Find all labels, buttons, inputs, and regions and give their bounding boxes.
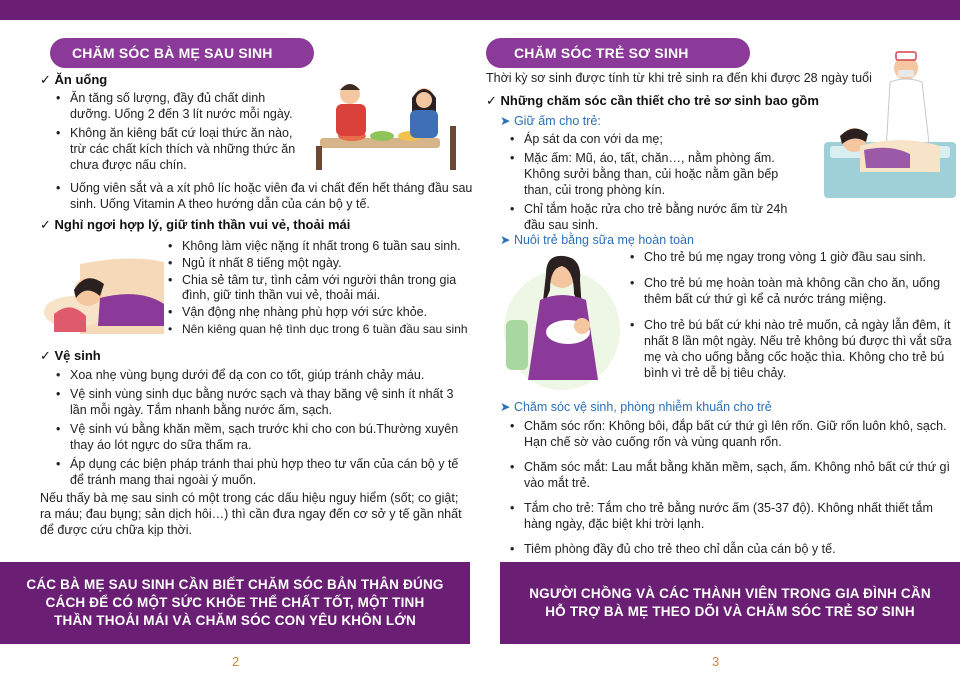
- list-item: • Nên kiêng quan hệ tình dục trong 6 tuần đầu sau sinh: [168, 322, 476, 337]
- breastfeeding-illustration: [502, 250, 622, 392]
- essential-title: ✓ Những chăm sóc cần thiết cho trẻ sơ sinh bao gồm: [486, 93, 819, 108]
- intro-text: Thời kỳ sơ sinh được tính từ khi trẻ sinh ra đến khi được 28 ngày tuổi: [486, 71, 872, 85]
- list-item: • Tiêm phòng đầy đủ cho trẻ theo chỉ dẫn của cán bộ y tế.: [510, 541, 956, 557]
- breastfeed-list: [630, 249, 956, 384]
- page-number-left: 2: [232, 654, 240, 669]
- right-banner-text: NGƯỜI CHỒNG VÀ CÁC THÀNH VIÊN TRONG GIA ĐÌNH CẦN HỖ TRỢ BÀ MẸ THEO DÕI VÀ CHĂM SÓC TRẺ SƠ SINH: [529, 586, 931, 619]
- left-header: CHĂM SÓC BÀ MẸ SAU SINH: [50, 38, 314, 68]
- list-item: • Không ăn kiêng bất cứ loại thức ăn nào, trừ các chất kích thích và những thức ăn chưa được nấu chín.: [56, 125, 308, 173]
- list-item: • Vệ sinh vùng sinh dục bằng nước sạch và thay băng vệ sinh ít nhất 3 lần mỗi ngày. Tắm nhanh bằng nước ấm, sạch.: [56, 386, 472, 418]
- list-item: • Chia sẻ tâm tư, tình cảm với người thân trong gia đình, giữ tinh thần vui vẻ, thoải mái.: [168, 273, 476, 303]
- right-page: [480, 20, 960, 679]
- list-item: • Ngủ ít nhất 8 tiếng một ngày.: [168, 256, 476, 271]
- left-banner: [0, 562, 470, 644]
- list-item: • Không làm việc nặng ít nhất trong 6 tuần sau sinh.: [168, 239, 476, 254]
- rest-title: ✓ Nghỉ ngơi hợp lý, giữ tinh thần vui vẻ, thoải mái: [40, 217, 351, 232]
- list-item: • Cho trẻ bú mẹ ngay trong vòng 1 giờ đầu sau sinh.: [630, 249, 956, 265]
- warning-text: Nếu thấy bà mẹ sau sinh có một trong các dấu hiệu nguy hiểm (sốt; co giật; ra máu; đau bụng; sản dịch hôi…) thì cần đưa ngay đến cơ sở y tế gần nhất để được cứu chữa kịp thời.: [40, 491, 462, 537]
- list-item: • Chỉ tắm hoặc rửa cho trẻ bằng nước ấm từ 24h đầu sau sinh.: [510, 201, 800, 233]
- list-item: • Áp sát da con với da mẹ;: [510, 131, 800, 147]
- top-bar: [0, 0, 960, 20]
- list-item: • Cho trẻ bú bất cứ khi nào trẻ muốn, cả ngày lẫn đêm, ít nhất 8 lần một ngày. Nếu trẻ không bú được thì vắt sữa mẹ và cho uống bằng cốc hoặc thìa. Không cho trẻ bú bình vì trẻ dễ bị tiêu chảy.: [630, 317, 956, 381]
- left-banner-text: CÁC BÀ MẸ SAU SINH CẦN BIẾT CHĂM SÓC BẢN THÂN ĐÚNG CÁCH ĐỂ CÓ MỘT SỨC KHỎE THỂ CHẤT TỐT, MỘT TINH THẦN THOẢI MÁI VÀ CHĂM SÓC CON YÊU KHÔN LỚN: [26, 577, 444, 628]
- warm-title: ➤ Giữ ấm cho trẻ:: [500, 114, 601, 128]
- list-item: • Ăn tăng số lượng, đầy đủ chất dinh dưỡng. Uống 2 đến 3 lít nước mỗi ngày.: [56, 90, 308, 122]
- nurse-baby-illustration: [820, 42, 956, 202]
- list-item: • Xoa nhẹ vùng bụng dưới để dạ con co tốt, giúp tránh chảy máu.: [56, 367, 472, 383]
- family-meal-illustration: [312, 76, 462, 172]
- hygiene-list: [56, 367, 472, 491]
- list-item: • Vệ sinh vú bằng khăn mềm, sạch trước khi cho con bú.Thường xuyên thay áo lót ngực do sữa thấm ra.: [56, 421, 472, 453]
- list-item: • Mặc ấm: Mũ, áo, tất, chăn…, nằm phòng ấm. Không sưởi bằng than, củi hoặc nằm gần bếp than, củi trong phòng kín.: [510, 150, 800, 198]
- eating-title: ✓ Ăn uống: [40, 72, 108, 87]
- list-item: • Uống viên sắt và a xít phô líc hoặc viên đa vi chất đến hết tháng đầu sau sinh. Uống Vitamin A theo hướng dẫn của cán bộ y tế.: [56, 180, 476, 212]
- list-item: • Cho trẻ bú mẹ hoàn toàn mà không cần cho ăn, uống thêm bất cứ thứ gì kể cả nước tráng miệng.: [630, 275, 956, 307]
- list-item: • Chăm sóc rốn: Không bôi, đắp bất cứ thứ gì lên rốn. Giữ rốn luôn khô, sạch. Hạn chế sờ vào cuống rốn và vùng quanh rốn.: [510, 418, 956, 450]
- list-item: • Áp dụng các biện pháp tránh thai phù hợp theo tư vấn của cán bộ y tế để tránh mang thai ngoài ý muốn.: [56, 456, 472, 488]
- page-number-right: 3: [712, 654, 720, 669]
- eating-list: [56, 90, 308, 176]
- list-item: • Chăm sóc mắt: Lau mắt bằng khăn mềm, sạch, ấm. Không nhỏ bất cứ thứ gì vào mắt trẻ.: [510, 459, 956, 491]
- warm-list: [510, 131, 800, 236]
- list-item: • Vận động nhẹ nhàng phù hợp với sức khỏe.: [168, 305, 476, 320]
- eating-list-cont: [56, 180, 476, 215]
- rest-list: [168, 239, 476, 339]
- hygiene-title: ✓ Vệ sinh: [40, 348, 101, 363]
- sleeping-mother-illustration: [40, 254, 166, 336]
- right-header: CHĂM SÓC TRẺ SƠ SINH: [486, 38, 750, 68]
- child-hygiene-title: ➤ Chăm sóc vệ sinh, phòng nhiễm khuẩn cho trẻ: [500, 400, 772, 414]
- right-banner: [500, 562, 960, 644]
- list-item: • Tắm cho trẻ: Tắm cho trẻ bằng nước ấm (35-37 độ). Không nhất thiết tắm hàng ngày, đặc biệt khi trời lạnh.: [510, 500, 956, 532]
- breastfeed-title: ➤ Nuôi trẻ bằng sữa mẹ hoàn toàn: [500, 233, 694, 247]
- left-page: [0, 20, 480, 679]
- child-hygiene-list: [510, 418, 956, 560]
